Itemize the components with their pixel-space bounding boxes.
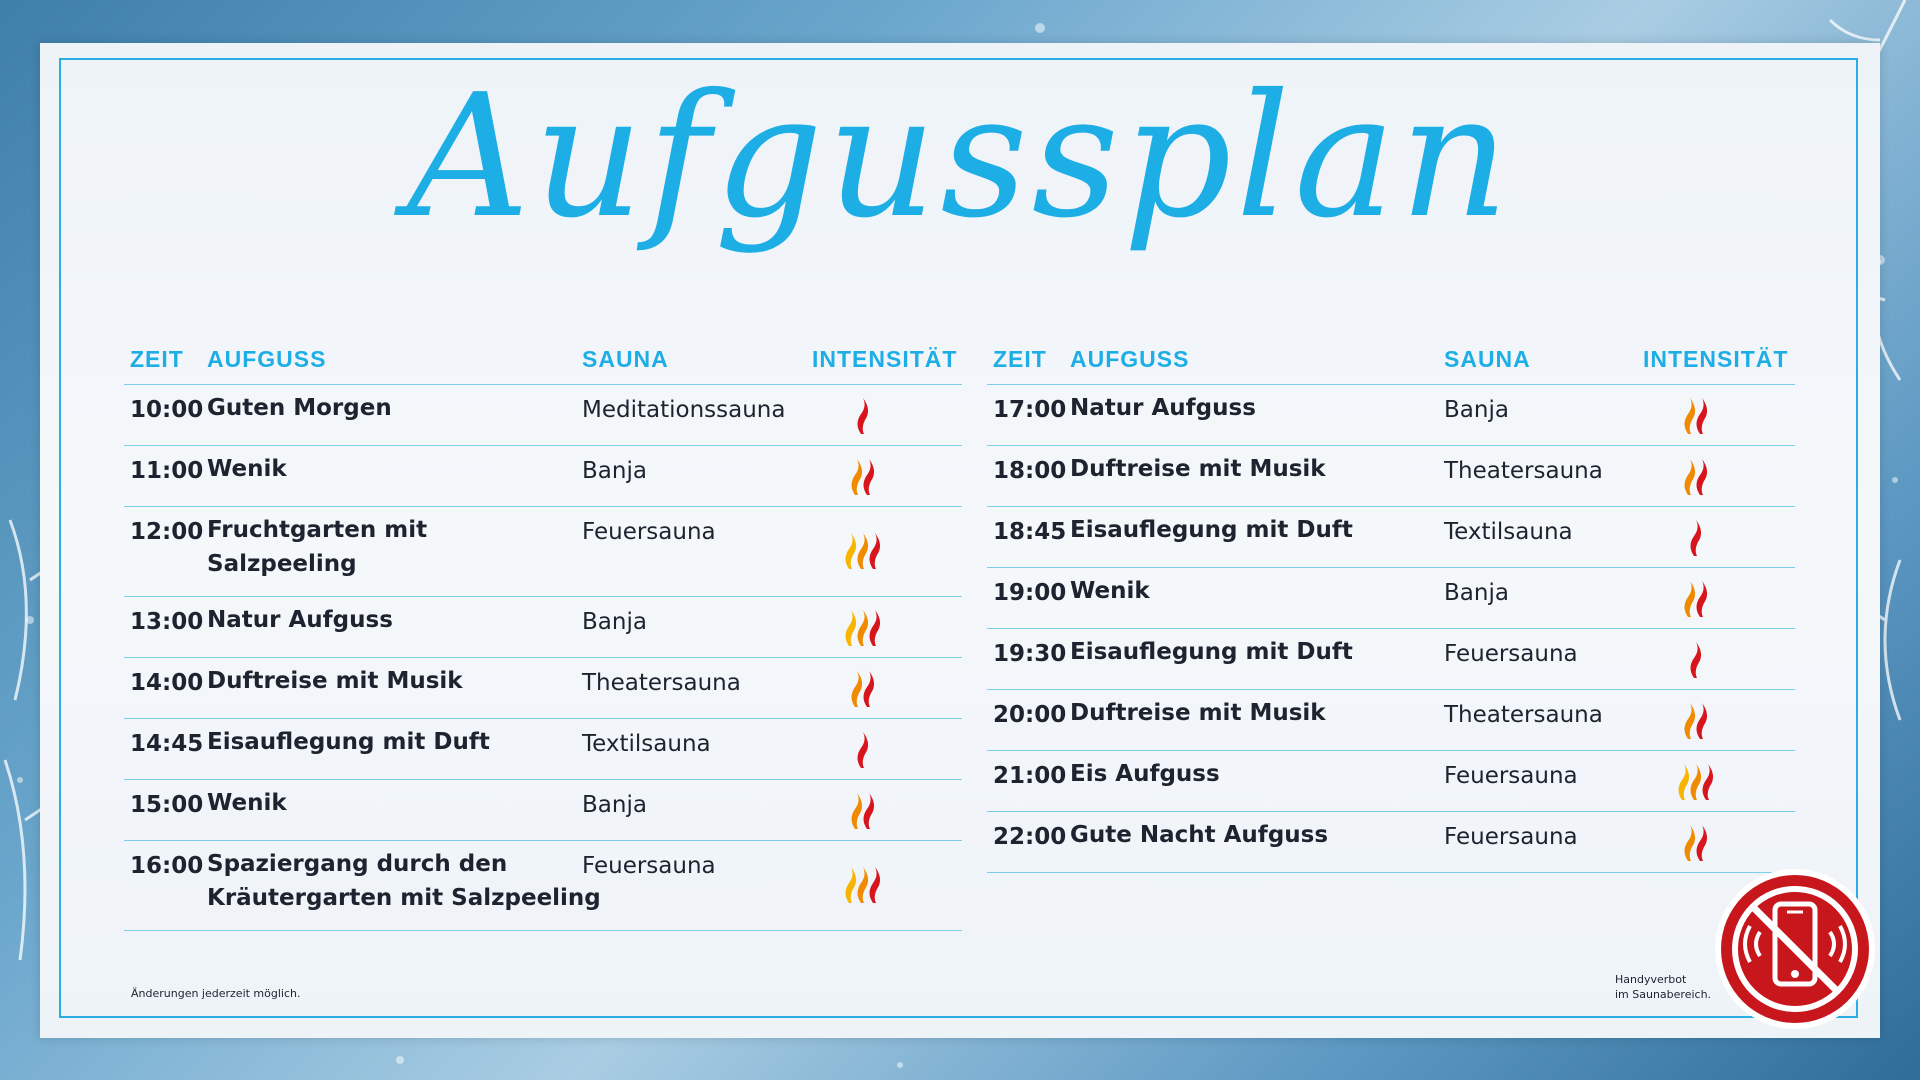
row-sauna: Theatersauna bbox=[582, 670, 741, 696]
table-row bbox=[124, 658, 962, 719]
row-intensity bbox=[831, 865, 891, 905]
row-time: 15:00 bbox=[130, 792, 204, 818]
row-aufguss: Natur Aufguss bbox=[207, 607, 393, 633]
flame-icon bbox=[1664, 640, 1724, 680]
table-row bbox=[987, 690, 1795, 751]
header-time: ZEIT bbox=[130, 346, 184, 372]
row-sauna: Meditationssauna bbox=[582, 397, 786, 423]
flame-shape bbox=[846, 867, 857, 903]
flame-shape bbox=[858, 533, 869, 569]
table-row bbox=[987, 751, 1795, 812]
flame-shape bbox=[1697, 398, 1708, 434]
row-sauna: Banja bbox=[582, 458, 647, 484]
row-sauna: Textilsauna bbox=[1444, 519, 1573, 545]
flame-shape bbox=[1703, 764, 1714, 800]
row-time: 13:00 bbox=[130, 609, 204, 635]
flame-shape bbox=[1691, 642, 1702, 678]
flame-shape bbox=[1691, 764, 1702, 800]
changes-note: Änderungen jederzeit möglich. bbox=[131, 987, 301, 1000]
flame-icon bbox=[831, 531, 891, 571]
row-aufguss: Gute Nacht Aufguss bbox=[1070, 822, 1329, 848]
row-aufguss: Duftreise mit Musik bbox=[1070, 456, 1326, 482]
row-time: 11:00 bbox=[130, 458, 204, 484]
flame-shape bbox=[858, 610, 869, 646]
row-intensity bbox=[1664, 579, 1724, 619]
flame-icon bbox=[1664, 518, 1724, 558]
flame-shape bbox=[870, 867, 881, 903]
flame-shape bbox=[852, 459, 863, 495]
header-aufguss: AUFGUSS bbox=[1070, 346, 1190, 372]
row-time: 12:00 bbox=[130, 519, 204, 545]
flame-shape bbox=[858, 867, 869, 903]
flame-shape bbox=[864, 793, 875, 829]
flame-icon bbox=[831, 791, 891, 831]
flame-icon bbox=[831, 396, 891, 436]
no-phone-icon bbox=[1712, 866, 1878, 1032]
row-sauna: Banja bbox=[582, 609, 647, 635]
row-aufguss: Guten Morgen bbox=[207, 395, 392, 421]
flame-icon bbox=[1664, 701, 1724, 741]
flame-shape bbox=[1685, 703, 1696, 739]
flame-shape bbox=[870, 610, 881, 646]
row-time: 19:00 bbox=[993, 580, 1067, 606]
flame-shape bbox=[858, 732, 869, 768]
row-sauna: Banja bbox=[1444, 397, 1509, 423]
row-intensity bbox=[1664, 396, 1724, 436]
table-row bbox=[987, 446, 1795, 507]
row-time: 21:00 bbox=[993, 763, 1067, 789]
flame-icon bbox=[1664, 457, 1724, 497]
table-row bbox=[987, 385, 1795, 446]
flame-icon bbox=[1664, 762, 1724, 802]
row-aufguss: Wenik bbox=[1070, 578, 1150, 604]
row-intensity bbox=[831, 791, 891, 831]
row-time: 18:00 bbox=[993, 458, 1067, 484]
row-sauna: Feuersauna bbox=[1444, 641, 1578, 667]
row-intensity bbox=[831, 608, 891, 648]
flame-shape bbox=[1697, 825, 1708, 861]
header-intensity: INTENSITÄT bbox=[812, 346, 958, 372]
flame-shape bbox=[846, 610, 857, 646]
flame-icon bbox=[831, 669, 891, 709]
phone-ban-note bbox=[1615, 972, 1711, 1002]
flame-shape bbox=[864, 671, 875, 707]
row-intensity bbox=[831, 730, 891, 770]
row-intensity bbox=[831, 531, 891, 571]
phone-ban-note-line1: Handyverbot bbox=[1615, 973, 1687, 986]
row-aufguss: Duftreise mit Musik bbox=[1070, 700, 1326, 726]
row-aufguss: Fruchtgarten mit Salzpeeling bbox=[207, 517, 428, 577]
row-intensity bbox=[831, 457, 891, 497]
flame-icon bbox=[1664, 579, 1724, 619]
row-aufguss: Eisauflegung mit Duft bbox=[1070, 517, 1353, 543]
flame-icon bbox=[831, 457, 891, 497]
flame-shape bbox=[1697, 581, 1708, 617]
row-aufguss: Wenik bbox=[207, 456, 287, 482]
row-intensity bbox=[1664, 640, 1724, 680]
table-header bbox=[124, 338, 962, 385]
flame-shape bbox=[852, 671, 863, 707]
row-time: 22:00 bbox=[993, 824, 1067, 850]
row-aufguss: Natur Aufguss bbox=[1070, 395, 1256, 421]
schedule-table-left bbox=[124, 338, 962, 931]
flame-shape bbox=[852, 793, 863, 829]
row-sauna: Feuersauna bbox=[582, 519, 716, 545]
flame-shape bbox=[1691, 520, 1702, 556]
row-sauna: Feuersauna bbox=[1444, 824, 1578, 850]
flame-shape bbox=[864, 459, 875, 495]
row-intensity bbox=[1664, 762, 1724, 802]
row-time: 16:00 bbox=[130, 853, 204, 879]
row-aufguss: Eisauflegung mit Duft bbox=[1070, 639, 1353, 665]
flame-icon bbox=[831, 730, 891, 770]
table-row bbox=[124, 719, 962, 780]
table-row bbox=[124, 841, 962, 931]
flame-icon bbox=[1664, 396, 1724, 436]
row-sauna: Feuersauna bbox=[582, 853, 716, 879]
flame-shape bbox=[1685, 825, 1696, 861]
row-aufguss: Eis Aufguss bbox=[1070, 761, 1220, 787]
row-time: 10:00 bbox=[130, 397, 204, 423]
flame-icon bbox=[831, 608, 891, 648]
row-time: 14:45 bbox=[130, 731, 204, 757]
table-row bbox=[124, 385, 962, 446]
flame-icon bbox=[1664, 823, 1724, 863]
flame-shape bbox=[1679, 764, 1690, 800]
table-row bbox=[124, 780, 962, 841]
row-sauna: Textilsauna bbox=[582, 731, 711, 757]
row-intensity bbox=[831, 669, 891, 709]
flame-shape bbox=[858, 398, 869, 434]
row-sauna: Banja bbox=[582, 792, 647, 818]
row-intensity bbox=[1664, 701, 1724, 741]
flame-shape bbox=[870, 533, 881, 569]
table-row bbox=[987, 812, 1795, 873]
flame-shape bbox=[1685, 398, 1696, 434]
flame-shape bbox=[1685, 459, 1696, 495]
row-sauna: Theatersauna bbox=[1444, 458, 1603, 484]
flame-shape bbox=[1697, 703, 1708, 739]
flame-icon bbox=[831, 865, 891, 905]
header-sauna: SAUNA bbox=[582, 346, 669, 372]
row-aufguss: Spaziergang durch den Kräutergarten mit Salzpeeling bbox=[207, 851, 601, 911]
phone-ban-note-line2: im Saunabereich. bbox=[1615, 988, 1712, 1001]
schedule-table-right bbox=[987, 338, 1795, 873]
table-row bbox=[987, 568, 1795, 629]
row-sauna: Feuersauna bbox=[1444, 763, 1578, 789]
row-intensity bbox=[1664, 518, 1724, 558]
header-intensity: INTENSITÄT bbox=[1643, 346, 1789, 372]
table-row bbox=[124, 507, 962, 597]
table-row bbox=[987, 507, 1795, 568]
row-aufguss: Duftreise mit Musik bbox=[207, 668, 463, 694]
table-row bbox=[124, 597, 962, 658]
row-aufguss: Wenik bbox=[207, 790, 287, 816]
flame-shape bbox=[1685, 581, 1696, 617]
flame-shape bbox=[846, 533, 857, 569]
header-aufguss: AUFGUSS bbox=[207, 346, 327, 372]
row-intensity bbox=[1664, 457, 1724, 497]
row-time: 14:00 bbox=[130, 670, 204, 696]
row-intensity bbox=[831, 396, 891, 436]
row-time: 19:30 bbox=[993, 641, 1067, 667]
page-title: Aufgussplan bbox=[406, 58, 1513, 256]
header-time: ZEIT bbox=[993, 346, 1047, 372]
row-time: 20:00 bbox=[993, 702, 1067, 728]
header-sauna: SAUNA bbox=[1444, 346, 1531, 372]
table-row bbox=[124, 446, 962, 507]
table-header bbox=[987, 338, 1795, 385]
table-row bbox=[987, 629, 1795, 690]
row-time: 18:45 bbox=[993, 519, 1067, 545]
row-sauna: Banja bbox=[1444, 580, 1509, 606]
row-intensity bbox=[1664, 823, 1724, 863]
row-time: 17:00 bbox=[993, 397, 1067, 423]
flame-shape bbox=[1697, 459, 1708, 495]
row-aufguss: Eisauflegung mit Duft bbox=[207, 729, 490, 755]
row-sauna: Theatersauna bbox=[1444, 702, 1603, 728]
